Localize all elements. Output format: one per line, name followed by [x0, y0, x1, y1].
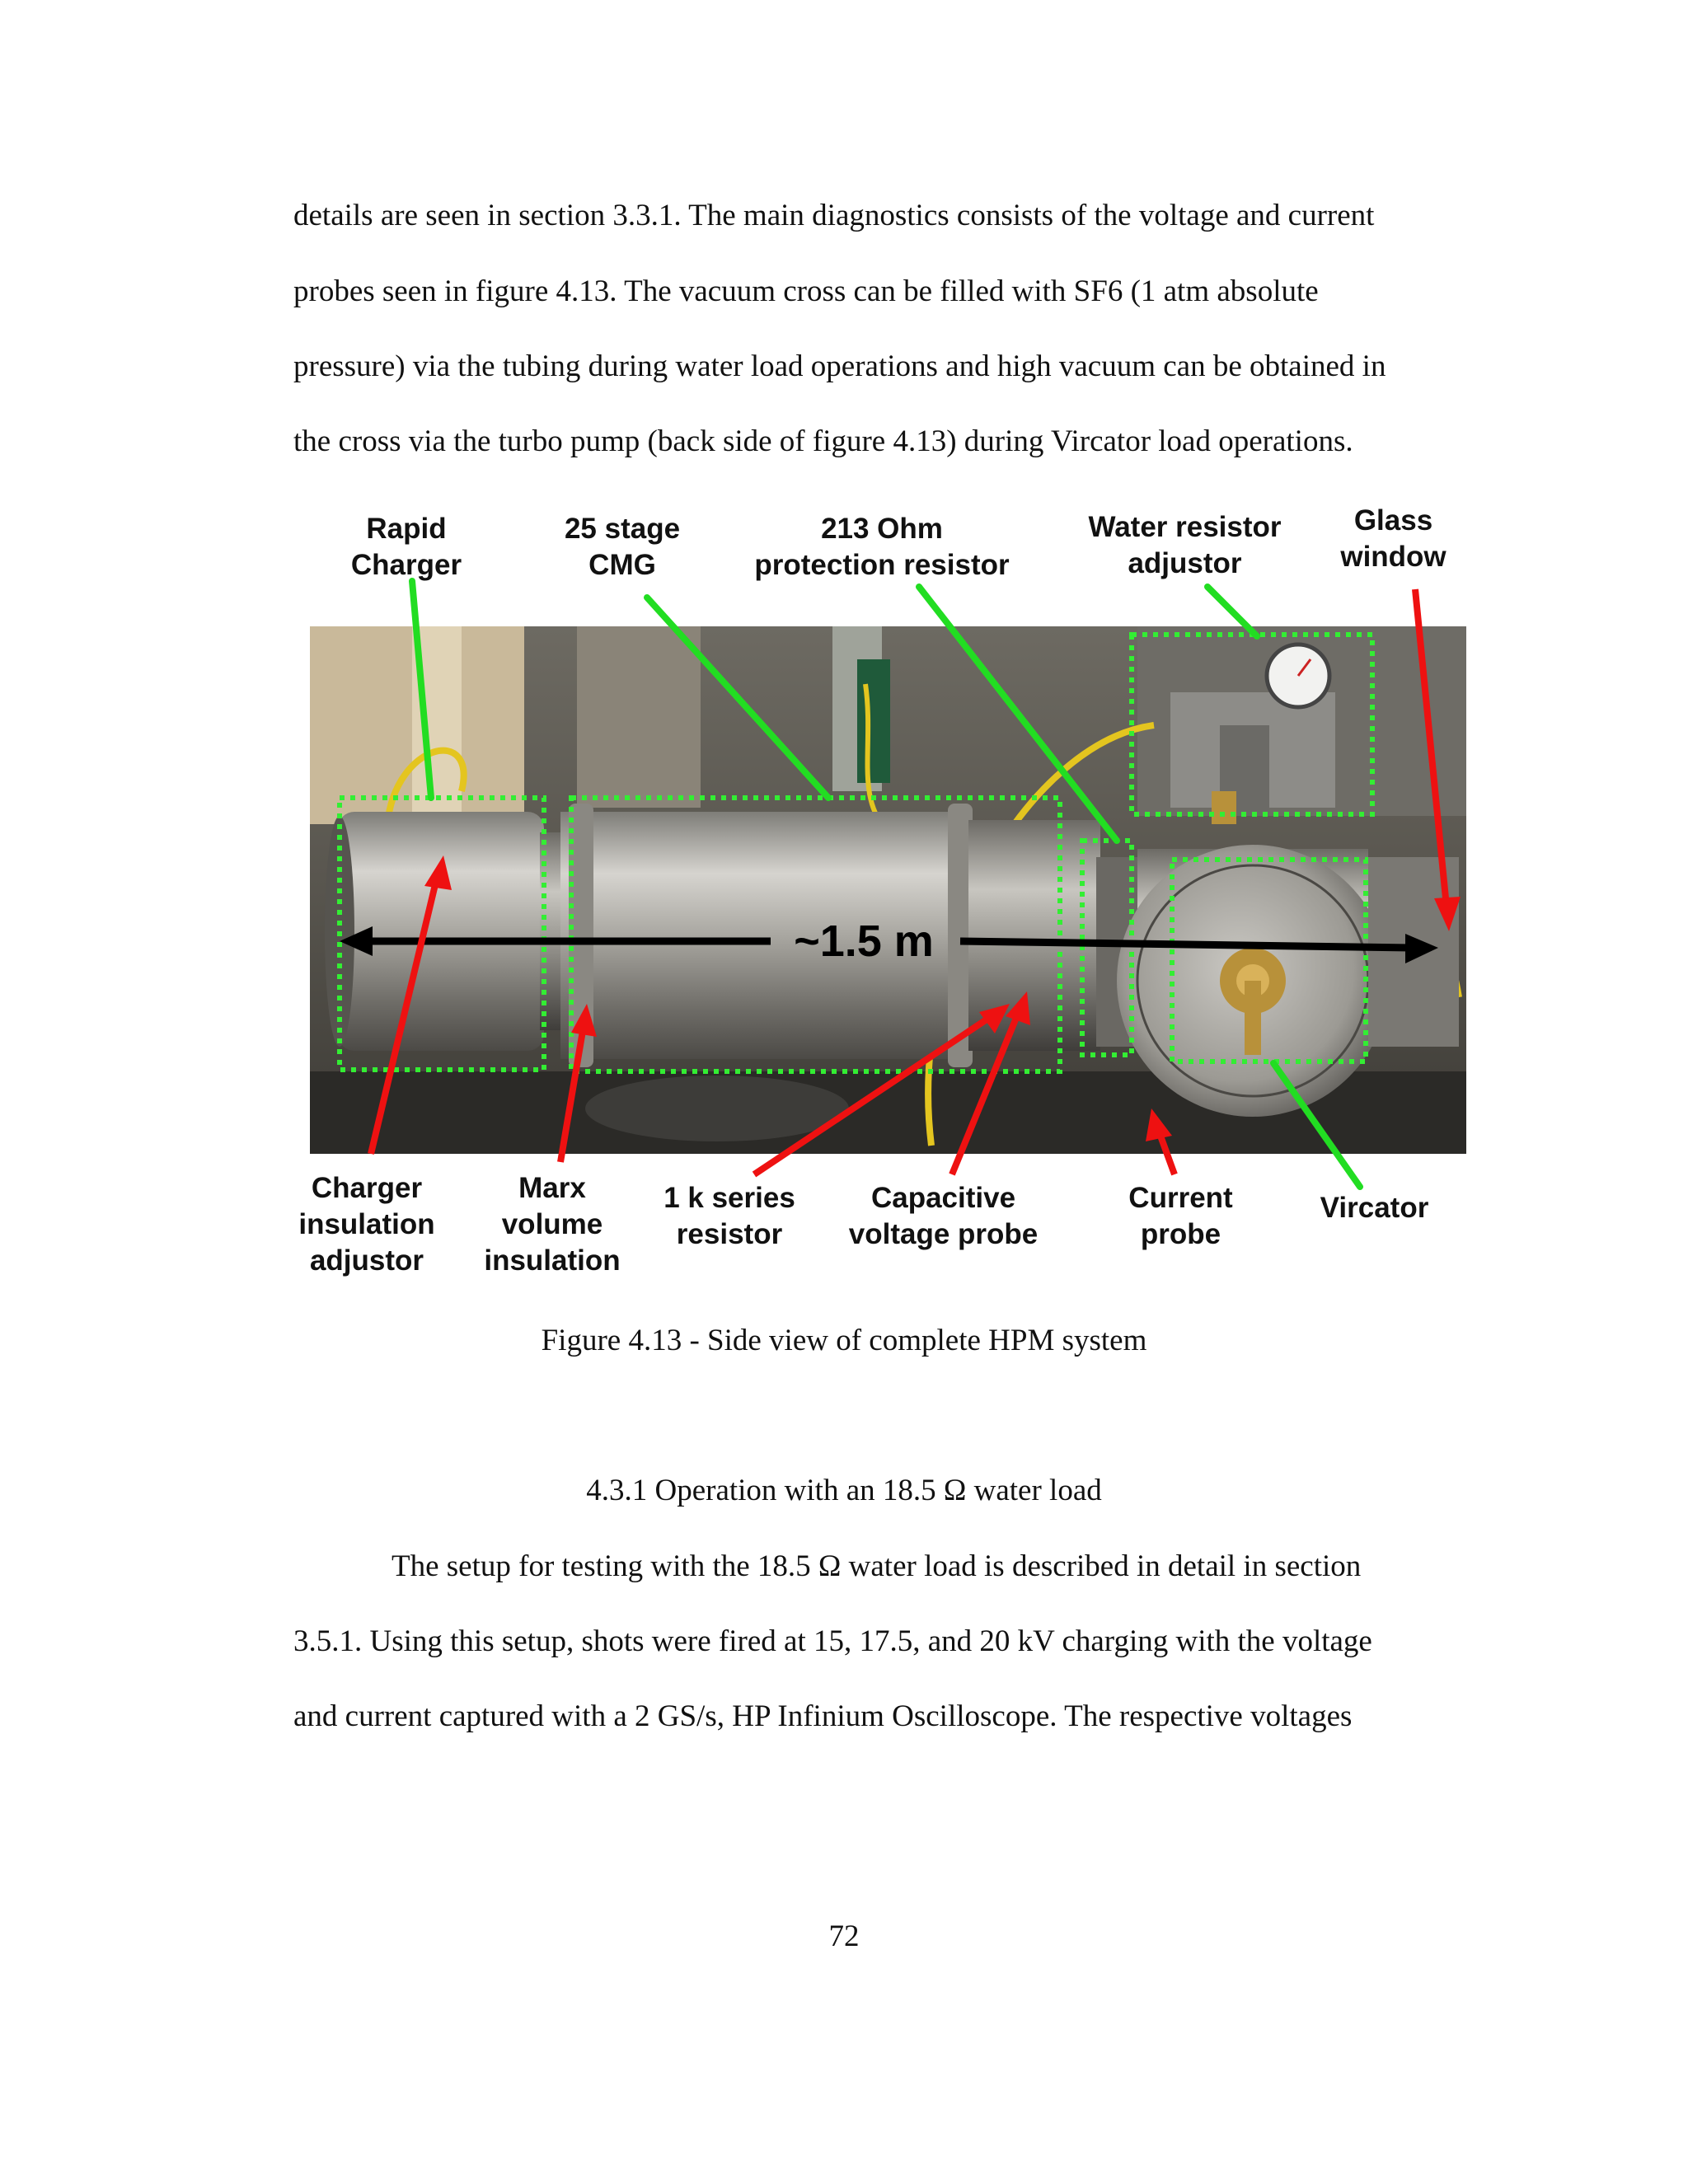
label-cmg: 25 stage CMG — [564, 513, 681, 581]
figure-caption: Figure 4.13 - Side view of complete HPM system — [541, 1324, 1147, 1357]
label-glass-window: Glass window — [1340, 504, 1447, 573]
page-number: 72 — [828, 1919, 860, 1953]
label-protection-resistor: 213 Ohm protection resistor — [754, 513, 1010, 581]
label-series-resistor: 1 k series resistor — [663, 1182, 795, 1250]
body-text-line: details are seen in section 3.3.1. The main diagnostics consists of the voltage and current — [293, 199, 1375, 232]
label-capacitive-voltage-probe: Capacitive voltage probe — [848, 1182, 1039, 1250]
label-charger-insulation-adjustor: Charger insulation adjustor — [298, 1172, 435, 1277]
section-heading: 4.3.1 Operation with an 18.5 Ω water load — [586, 1474, 1102, 1507]
body-text-line: and current captured with a 2 GS/s, HP Infinium Oscilloscope. The respective voltages — [293, 1699, 1353, 1733]
body-text-line: The setup for testing with the 18.5 Ω water load is described in detail in section — [392, 1549, 1362, 1583]
body-text-line: the cross via the turbo pump (back side of figure 4.13) during Vircator load operations. — [293, 424, 1353, 458]
body-text-line: 3.5.1. Using this setup, shots were fired at 15, 17.5, and 20 kV charging with the voltage — [293, 1624, 1372, 1658]
label-marx-volume-insulation: Marx volume insulation — [484, 1172, 621, 1277]
label-vircator: Vircator — [1320, 1192, 1429, 1224]
label-water-resistor-adjustor: Water resistor adjustor — [1088, 511, 1282, 579]
label-current-probe: Current probe — [1128, 1182, 1233, 1250]
body-text-line: pressure) via the tubing during water load operations and high vacuum can be obtained in — [293, 349, 1386, 383]
label-rapid-charger: Rapid Charger — [350, 513, 462, 581]
body-text-line: probes seen in figure 4.13. The vacuum cross can be filled with SF6 (1 atm absolute — [293, 274, 1319, 308]
photo — [310, 626, 1466, 1154]
length-marker-label: ~1.5 m — [794, 916, 934, 966]
